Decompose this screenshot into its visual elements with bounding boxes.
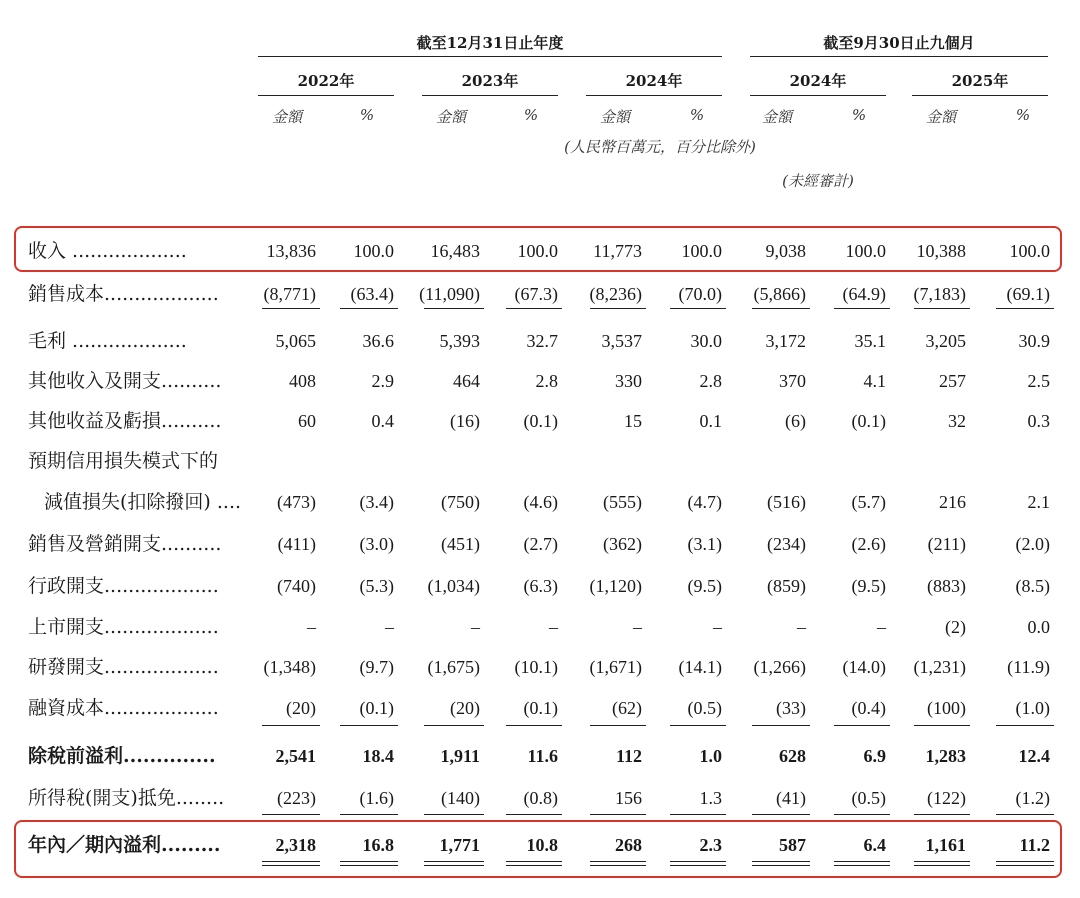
column-rule xyxy=(340,308,398,309)
percent-cell: (2.7) xyxy=(523,534,558,554)
row-label: 其他收益及虧損.......... xyxy=(28,410,222,432)
percent-cell: (14.1) xyxy=(678,657,722,677)
amount-cell: 3,172 xyxy=(765,331,806,351)
amount-cell: (20) xyxy=(286,698,316,718)
amount-cell: 5,065 xyxy=(275,331,316,351)
percent-cell: 35.1 xyxy=(854,331,886,351)
row-label: 銷售及營銷開支.......... xyxy=(28,533,222,555)
amount-cell: (1,034) xyxy=(427,576,480,596)
column-rule xyxy=(670,725,726,726)
amount-cell: (516) xyxy=(767,492,806,512)
table-row xyxy=(0,406,1080,436)
percent-cell: 2.9 xyxy=(371,371,394,391)
amount-cell: 370 xyxy=(779,371,806,391)
percent-cell: (0.1) xyxy=(851,411,886,431)
amount-header: 金額 xyxy=(435,108,466,126)
amount-header: 金額 xyxy=(761,108,792,126)
column-rule xyxy=(996,865,1054,866)
amount-cell: 2,541 xyxy=(275,746,316,766)
column-rule xyxy=(590,308,646,309)
amount-cell: (11,090) xyxy=(419,284,480,304)
amount-cell: (62) xyxy=(612,698,642,718)
column-rule xyxy=(752,725,810,726)
amount-header: 金額 xyxy=(599,108,630,126)
column-rule xyxy=(590,865,646,866)
column-rule xyxy=(752,308,810,309)
row-label: 收入 ................... xyxy=(28,240,187,262)
column-rule xyxy=(424,865,484,866)
row-label: 研發開支................... xyxy=(28,656,219,678)
amount-cell: 628 xyxy=(779,746,806,766)
amount-cell: – xyxy=(471,617,480,637)
amount-cell: 3,537 xyxy=(601,331,642,351)
amount-cell: 15 xyxy=(624,411,642,431)
column-rule xyxy=(914,814,970,815)
amount-cell: (16) xyxy=(450,411,480,431)
percent-cell: 100.0 xyxy=(353,241,394,261)
amount-cell: (122) xyxy=(927,788,966,808)
table-row xyxy=(0,741,1080,771)
percent-cell: (14.0) xyxy=(842,657,886,677)
column-rule xyxy=(590,814,646,815)
percent-cell: (11.9) xyxy=(1007,657,1050,677)
table-row xyxy=(0,279,1080,309)
amount-cell: 268 xyxy=(615,835,642,855)
amount-cell: (750) xyxy=(441,492,480,512)
percent-cell: 2.8 xyxy=(699,371,722,391)
amount-cell: 216 xyxy=(939,492,966,512)
percent-cell: 30.9 xyxy=(1018,331,1050,351)
amount-cell: (6) xyxy=(785,411,806,431)
row-label: 銷售成本................... xyxy=(28,283,219,305)
percent-cell: (0.1) xyxy=(523,698,558,718)
amount-cell: 330 xyxy=(615,371,642,391)
column-rule xyxy=(914,861,970,862)
percent-cell: (9.5) xyxy=(851,576,886,596)
amount-cell: 5,393 xyxy=(439,331,480,351)
amount-header: 金額 xyxy=(271,108,302,126)
column-rule xyxy=(752,861,810,862)
header-group-nine-months: 截至9月30日止九個月 xyxy=(823,34,975,52)
year-header-2024: 2024年 xyxy=(625,72,683,90)
column-rule xyxy=(506,814,562,815)
percent-cell: 36.6 xyxy=(362,331,394,351)
percent-cell: 100.0 xyxy=(517,241,558,261)
column-rule xyxy=(752,814,810,815)
column-rule xyxy=(590,861,646,862)
column-rule xyxy=(506,861,562,862)
amount-header: 金額 xyxy=(925,108,956,126)
amount-cell: (211) xyxy=(927,534,966,554)
column-rule xyxy=(670,861,726,862)
highlight-profit-row xyxy=(14,820,1062,878)
table-row xyxy=(0,612,1080,642)
column-rule xyxy=(340,865,398,866)
percent-cell: (0.5) xyxy=(687,698,722,718)
percent-cell: – xyxy=(549,617,558,637)
amount-cell: 1,911 xyxy=(440,746,480,766)
percent-cell: (1.2) xyxy=(1015,788,1050,808)
percent-cell: 2.8 xyxy=(535,371,558,391)
amount-cell: (859) xyxy=(767,576,806,596)
percent-cell: 0.0 xyxy=(1027,617,1050,637)
amount-cell: (1,671) xyxy=(589,657,642,677)
percent-cell: (3.1) xyxy=(687,534,722,554)
column-rule xyxy=(670,308,726,309)
amount-cell: (473) xyxy=(277,492,316,512)
column-rule xyxy=(262,725,320,726)
percent-cell: 0.1 xyxy=(699,411,722,431)
amount-cell: 464 xyxy=(453,371,480,391)
pct-header: % xyxy=(359,106,375,124)
percent-cell: (3.0) xyxy=(359,534,394,554)
amount-cell: 1,283 xyxy=(925,746,966,766)
amount-cell: (1,348) xyxy=(263,657,316,677)
column-rule xyxy=(262,861,320,862)
year-rule xyxy=(422,95,558,96)
percent-cell: 1.3 xyxy=(699,788,722,808)
unaudited-note: (未經審計) xyxy=(782,172,854,190)
unit-note: (人民幣百萬元，百分比除外) xyxy=(564,138,756,156)
percent-cell: (0.8) xyxy=(523,788,558,808)
column-rule xyxy=(996,814,1054,815)
amount-cell: (362) xyxy=(603,534,642,554)
amount-cell: 3,205 xyxy=(925,331,966,351)
amount-cell: (555) xyxy=(603,492,642,512)
header-group-year: 截至12月31日止年度 xyxy=(416,34,564,52)
column-rule xyxy=(424,725,484,726)
amount-cell: 11,773 xyxy=(593,241,642,261)
percent-cell: 12.4 xyxy=(1018,746,1050,766)
percent-cell: (6.3) xyxy=(523,576,558,596)
amount-cell: 60 xyxy=(298,411,316,431)
row-label: 所得稅(開支)抵免........ xyxy=(28,787,225,809)
percent-cell: 100.0 xyxy=(1009,241,1050,261)
percent-cell: 32.7 xyxy=(526,331,558,351)
header-group-year-rule xyxy=(258,56,722,57)
percent-cell: 11.6 xyxy=(527,746,558,766)
amount-cell: 32 xyxy=(948,411,966,431)
column-rule xyxy=(996,308,1054,309)
percent-cell: (0.1) xyxy=(523,411,558,431)
column-rule xyxy=(340,725,398,726)
percent-cell: (67.3) xyxy=(514,284,558,304)
column-rule xyxy=(590,725,646,726)
percent-cell: 4.1 xyxy=(863,371,886,391)
percent-cell: 0.4 xyxy=(371,411,394,431)
column-rule xyxy=(834,725,890,726)
pct-header: % xyxy=(689,106,705,124)
amount-cell: (740) xyxy=(277,576,316,596)
amount-cell: – xyxy=(307,617,316,637)
percent-cell: 6.4 xyxy=(863,835,886,855)
amount-cell: 2,318 xyxy=(275,835,316,855)
percent-cell: (0.1) xyxy=(359,698,394,718)
percent-cell: – xyxy=(713,617,722,637)
row-label: 毛利 ................... xyxy=(28,330,187,352)
amount-cell: (33) xyxy=(776,698,806,718)
column-rule xyxy=(914,865,970,866)
pct-header: % xyxy=(851,106,867,124)
column-rule xyxy=(262,308,320,309)
table-row xyxy=(0,693,1080,723)
year-rule xyxy=(912,95,1048,96)
column-rule xyxy=(506,725,562,726)
pct-header: % xyxy=(523,106,539,124)
percent-cell: (2.0) xyxy=(1015,534,1050,554)
column-rule xyxy=(506,308,562,309)
percent-cell: (70.0) xyxy=(678,284,722,304)
percent-cell: 2.1 xyxy=(1027,492,1050,512)
percent-cell: 11.2 xyxy=(1019,835,1050,855)
header-group-nine-months-rule xyxy=(750,56,1048,57)
amount-cell: (223) xyxy=(277,788,316,808)
percent-cell: (1.6) xyxy=(359,788,394,808)
amount-cell: 9,038 xyxy=(765,241,806,261)
percent-cell: (1.0) xyxy=(1015,698,1050,718)
amount-cell: (234) xyxy=(767,534,806,554)
percent-cell: (64.9) xyxy=(842,284,886,304)
percent-cell: 18.4 xyxy=(362,746,394,766)
amount-cell: 257 xyxy=(939,371,966,391)
percent-cell: – xyxy=(385,617,394,637)
percent-cell: 30.0 xyxy=(690,331,722,351)
column-rule xyxy=(752,865,810,866)
column-rule xyxy=(914,725,970,726)
year-rule xyxy=(586,95,722,96)
year-rule xyxy=(750,95,886,96)
amount-cell: (1,120) xyxy=(589,576,642,596)
percent-cell: 100.0 xyxy=(681,241,722,261)
amount-cell: 10,388 xyxy=(916,241,966,261)
row-label: 減值損失(扣除撥回) .... xyxy=(44,491,242,513)
percent-cell: 100.0 xyxy=(845,241,886,261)
percent-cell: 2.5 xyxy=(1027,371,1050,391)
row-label: 其他收入及開支.......... xyxy=(28,370,222,392)
column-rule xyxy=(834,814,890,815)
amount-cell: 112 xyxy=(615,746,642,766)
percent-cell: (5.3) xyxy=(359,576,394,596)
amount-cell: (2) xyxy=(945,617,966,637)
amount-cell: (1,231) xyxy=(913,657,966,677)
percent-cell: (2.6) xyxy=(851,534,886,554)
table-row xyxy=(0,446,1080,476)
amount-cell: (411) xyxy=(277,534,316,554)
column-rule xyxy=(424,861,484,862)
amount-cell: 408 xyxy=(289,371,316,391)
amount-cell: (8,771) xyxy=(263,284,316,304)
column-rule xyxy=(340,814,398,815)
column-rule xyxy=(834,865,890,866)
column-rule xyxy=(424,308,484,309)
amount-cell: (883) xyxy=(927,576,966,596)
column-rule xyxy=(424,814,484,815)
amount-cell: 16,483 xyxy=(430,241,480,261)
table-row xyxy=(0,652,1080,682)
amount-cell: – xyxy=(633,617,642,637)
highlight-revenue-row xyxy=(14,226,1062,272)
amount-cell: (20) xyxy=(450,698,480,718)
column-rule xyxy=(506,865,562,866)
percent-cell: (3.4) xyxy=(359,492,394,512)
percent-cell: (9.7) xyxy=(359,657,394,677)
table-row xyxy=(0,366,1080,396)
percent-cell: (10.1) xyxy=(514,657,558,677)
pct-header: % xyxy=(1015,106,1031,124)
amount-cell: 156 xyxy=(615,788,642,808)
table-row xyxy=(0,326,1080,356)
amount-cell: (100) xyxy=(927,698,966,718)
row-label: 年內／期內溢利......... xyxy=(28,834,221,856)
column-rule xyxy=(914,308,970,309)
year-rule xyxy=(258,95,394,96)
percent-cell: (4.7) xyxy=(687,492,722,512)
year-header-2023: 2023年 xyxy=(461,72,519,90)
amount-cell: 1,161 xyxy=(925,835,966,855)
row-label: 行政開支................... xyxy=(28,575,219,597)
amount-cell: 13,836 xyxy=(266,241,316,261)
column-rule xyxy=(262,814,320,815)
column-rule xyxy=(996,861,1054,862)
table-row xyxy=(0,529,1080,559)
percent-cell: (63.4) xyxy=(350,284,394,304)
row-label: 上市開支................... xyxy=(28,616,219,638)
percent-cell: (69.1) xyxy=(1006,284,1050,304)
column-rule xyxy=(340,861,398,862)
amount-cell: (1,675) xyxy=(427,657,480,677)
percent-cell: 0.3 xyxy=(1027,411,1050,431)
percent-cell: (5.7) xyxy=(851,492,886,512)
percent-cell: 6.9 xyxy=(863,746,886,766)
column-rule xyxy=(670,814,726,815)
percent-cell: 1.0 xyxy=(699,746,722,766)
table-row xyxy=(0,783,1080,813)
year-header-2024-9m: 2024年 xyxy=(789,72,847,90)
amount-cell: (7,183) xyxy=(913,284,966,304)
amount-cell: (1,266) xyxy=(753,657,806,677)
percent-cell: (8.5) xyxy=(1015,576,1050,596)
year-header-2025-9m: 2025年 xyxy=(951,72,1009,90)
table-row xyxy=(0,571,1080,601)
amount-cell: 587 xyxy=(779,835,806,855)
table-row xyxy=(0,487,1080,517)
percent-cell: – xyxy=(877,617,886,637)
row-label: 預期信用損失模式下的 xyxy=(28,450,219,472)
amount-cell: (140) xyxy=(441,788,480,808)
row-label: 融資成本................... xyxy=(28,697,219,719)
amount-cell: – xyxy=(797,617,806,637)
percent-cell: (4.6) xyxy=(523,492,558,512)
year-header-2022: 2022年 xyxy=(297,72,355,90)
amount-cell: (451) xyxy=(441,534,480,554)
amount-cell: (8,236) xyxy=(589,284,642,304)
column-rule xyxy=(834,861,890,862)
percent-cell: (0.4) xyxy=(851,698,886,718)
amount-cell: (5,866) xyxy=(753,284,806,304)
column-rule xyxy=(670,865,726,866)
column-rule xyxy=(996,725,1054,726)
column-rule xyxy=(834,308,890,309)
percent-cell: 10.8 xyxy=(526,835,558,855)
amount-cell: 1,771 xyxy=(439,835,480,855)
percent-cell: (0.5) xyxy=(851,788,886,808)
row-label: 除稅前溢利.............. xyxy=(28,745,216,767)
amount-cell: (41) xyxy=(776,788,806,808)
percent-cell: (9.5) xyxy=(687,576,722,596)
percent-cell: 2.3 xyxy=(699,835,722,855)
percent-cell: 16.8 xyxy=(362,835,394,855)
column-rule xyxy=(262,865,320,866)
